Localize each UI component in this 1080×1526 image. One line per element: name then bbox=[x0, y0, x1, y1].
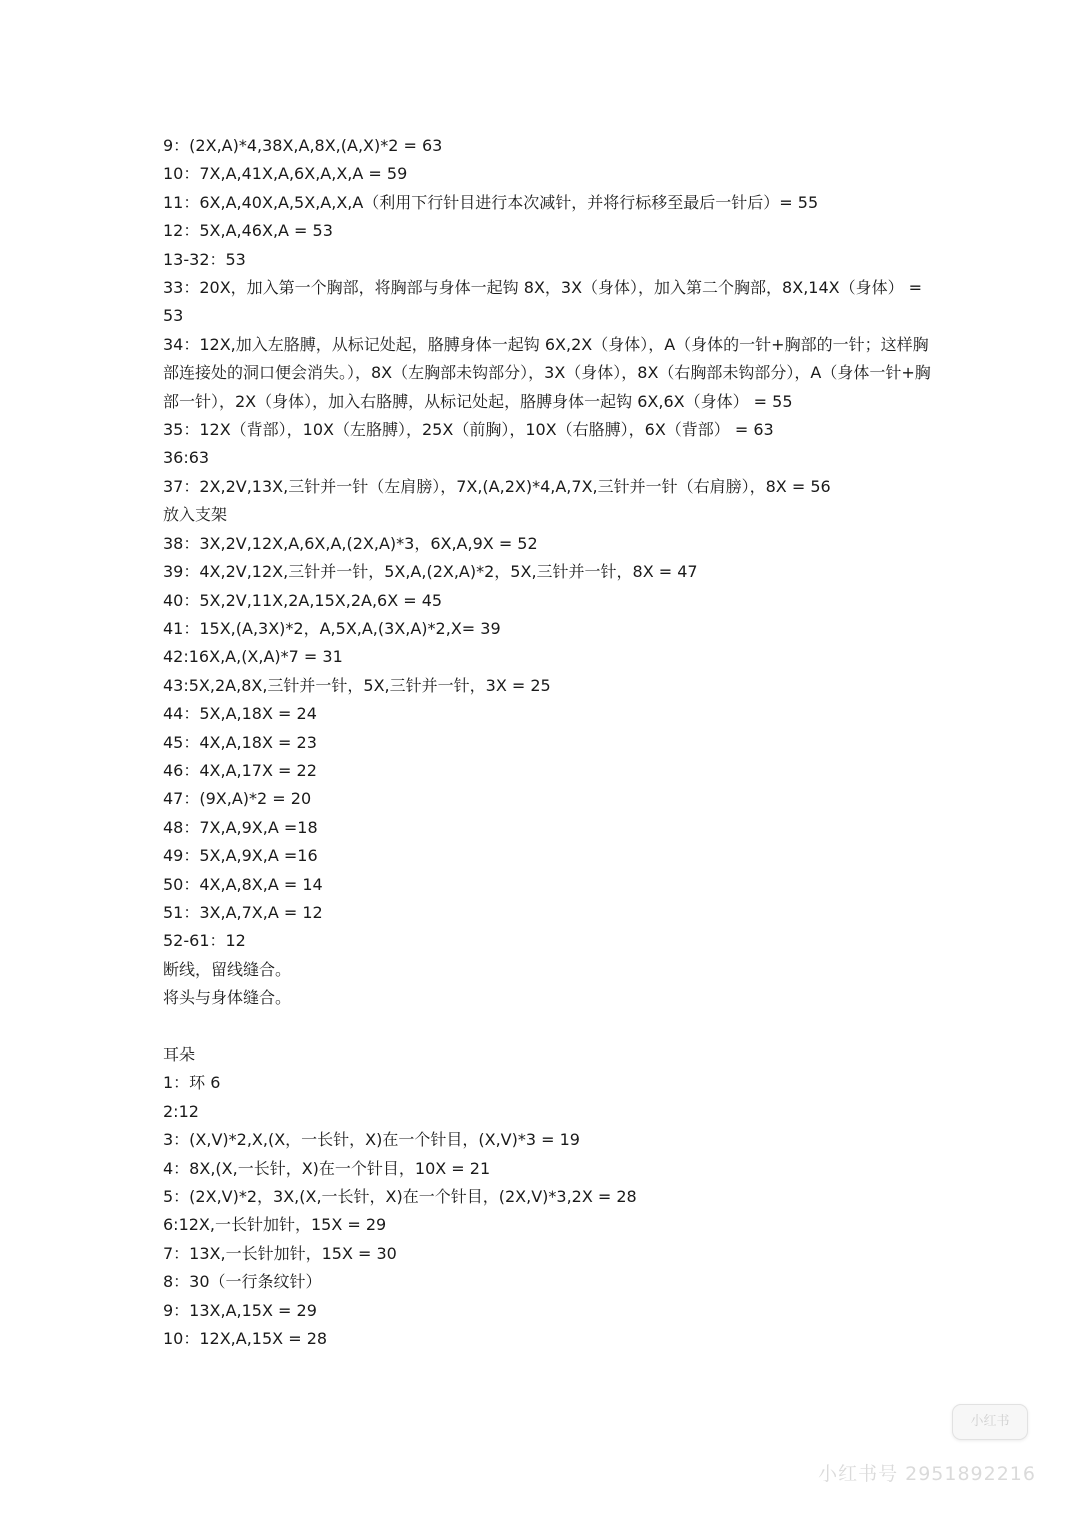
pattern-line: 44：5X,A,18X = 24 bbox=[163, 704, 317, 724]
pattern-line: 4：8X,(X,一长针，X)在一个针目，10X = 21 bbox=[163, 1158, 491, 1178]
pattern-line: 9：(2X,A)*4,38X,A,8X,(A,X)*2 = 63 bbox=[163, 136, 443, 155]
watermark bbox=[766, 1400, 1036, 1492]
pattern-line: 51：3X,A,7X,A = 12 bbox=[163, 902, 323, 922]
pattern-line: 47：(9X,A)*2 = 20 bbox=[163, 789, 312, 809]
pattern-line: 38：3X,2V,12X,A,6X,A,(2X,A)*3，6X,A,9X = 52 bbox=[163, 533, 538, 553]
pattern-line: 3：(X,V)*2,X,(X，一长针，X)在一个针目，(X,V)*3 = 19 bbox=[163, 1130, 580, 1150]
pattern-line: 11：6X,A,40X,A,5X,A,X,A（利用下行针目进行本次减针，并将行标移至最后一针后）= 55 bbox=[163, 192, 819, 212]
pattern-line: 33：20X，加入第一个胸部，将胸部与身体一起钩 8X，3X（身体），加入第二个胸部，8X,14X（身体） = 53 bbox=[163, 278, 923, 326]
pattern-line: 10：7X,A,41X,A,6X,A,X,A = 59 bbox=[163, 164, 408, 184]
pattern-line: 耳朵 bbox=[163, 1044, 196, 1064]
watermark-id: 小红书号 2951892216 bbox=[818, 1463, 1036, 1485]
pattern-line: 13-32：53 bbox=[163, 249, 246, 269]
pattern-line: 49：5X,A,9X,A =16 bbox=[163, 846, 318, 866]
pattern-line: 50：4X,A,8X,A = 14 bbox=[163, 874, 323, 894]
pattern-line: 42:16X,A,(X,A)*7 = 31 bbox=[163, 647, 343, 667]
pattern-line: 46：4X,A,17X = 22 bbox=[163, 760, 317, 780]
pattern-line: 12：5X,A,46X,A = 53 bbox=[163, 221, 333, 241]
pattern-line: 7：13X,一长针加针，15X = 30 bbox=[163, 1243, 397, 1263]
pattern-line: 将头与身体缝合。 bbox=[163, 988, 292, 1008]
pattern-line: 43:5X,2A,8X,三针并一针，5X,三针并一针，3X = 25 bbox=[163, 675, 551, 695]
pattern-line: 37：2X,2V,13X,三针并一针（左肩膀），7X,(A,2X)*4,A,7X,三针并一针（右肩膀），8X = 56 bbox=[163, 476, 831, 496]
pattern-line: 10：12X,A,15X = 28 bbox=[163, 1329, 328, 1349]
pattern-line: 5：(2X,V)*2，3X,(X,一长针，X)在一个针目，(2X,V)*3,2X = 28 bbox=[163, 1187, 637, 1207]
pattern-line: 35：12X（背部），10X（左胳膊），25X（前胸），10X（右胳膊），6X（背部） = 63 bbox=[163, 420, 774, 440]
pattern-line: 40：5X,2V,11X,2A,15X,2A,6X = 45 bbox=[163, 590, 443, 610]
watermark-logo: 小红书 bbox=[952, 1404, 1028, 1440]
pattern-line: 52-61：12 bbox=[163, 931, 246, 951]
pattern-line: 断线，留线缝合。 bbox=[163, 959, 292, 979]
pattern-line: 39：4X,2V,12X,三针并一针，5X,A,(2X,A)*2，5X,三针并一针，8X = 47 bbox=[163, 562, 698, 582]
pattern-line: 8：30（一行条纹针） bbox=[163, 1272, 322, 1292]
blank-line bbox=[163, 1013, 933, 1041]
pattern-line: 45：4X,A,18X = 23 bbox=[163, 732, 317, 752]
pattern-document bbox=[163, 132, 933, 1353]
pattern-line: 放入支架 bbox=[163, 505, 228, 525]
pattern-line: 34：12X,加入左胳膊，从标记处起，胳膊身体一起钩 6X,2X（身体），A（身体的一针+胸部的一针；这样胸部连接处的洞口便会消失。），8X（左胸部未钩部分），3X（身体），8X（右胸部未钩部分），A（身体一针+胸部一针），2X（身体），加入右胳膊，从标记处起，胳膊身体一起钩 6X,6X（身体） = 55 bbox=[163, 334, 931, 411]
pattern-line: 36:63 bbox=[163, 448, 210, 468]
pattern-line: 1：环 6 bbox=[163, 1073, 221, 1093]
pattern-line: 41：15X,(A,3X)*2，A,5X,A,(3X,A)*2,X= 39 bbox=[163, 618, 501, 638]
pattern-line: 9：13X,A,15X = 29 bbox=[163, 1300, 317, 1320]
pattern-line: 2:12 bbox=[163, 1101, 199, 1121]
pattern-line: 48：7X,A,9X,A =18 bbox=[163, 817, 318, 837]
pattern-line: 6:12X,一长针加针，15X = 29 bbox=[163, 1215, 387, 1235]
